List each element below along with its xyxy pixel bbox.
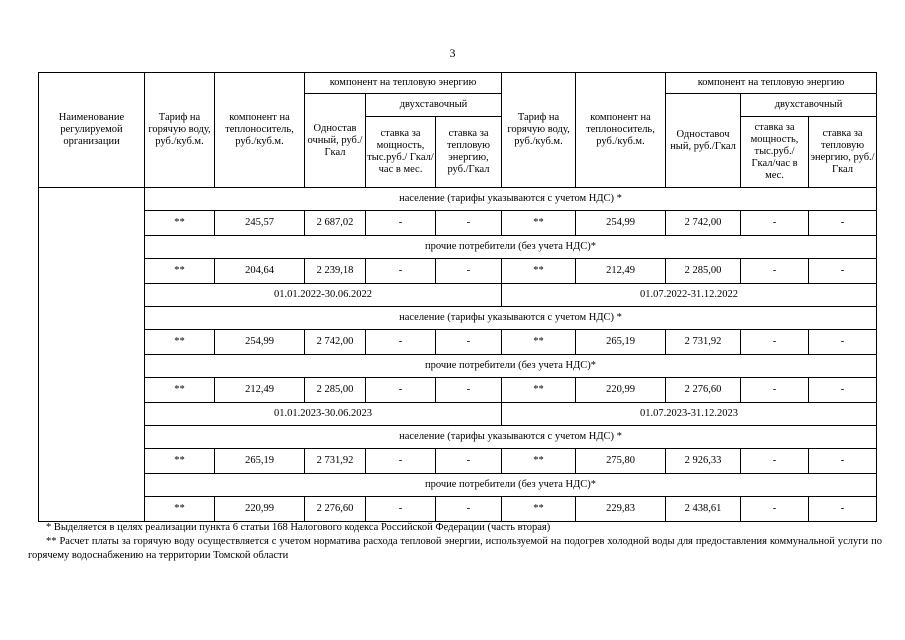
- value-cell: 265,19: [576, 330, 666, 355]
- value-cell: 2 285,00: [305, 378, 366, 403]
- value-cell: -: [436, 449, 502, 474]
- footnote-2: ** Расчет платы за горячую воду осуществляется с учетом норматива расхода тепловой энергии, используемой на подогрев холодной воды для предоставления коммунальной услуги по горячему водоснабжению на территории Томской области: [28, 536, 882, 561]
- period-label-left: 01.01.2023-30.06.2023: [145, 403, 502, 426]
- value-cell: **: [145, 330, 215, 355]
- value-cell: 265,19: [215, 449, 305, 474]
- value-cell: -: [809, 259, 877, 284]
- page-number: 3: [449, 46, 456, 60]
- table-row: [39, 426, 877, 449]
- value-cell: **: [145, 378, 215, 403]
- value-cell: 2 731,92: [305, 449, 366, 474]
- header-tariff-left: Тариф на горячую воду, руб./куб.м.: [145, 73, 215, 188]
- header-tariff-right: Тариф на горячую воду, руб./куб.м.: [502, 73, 576, 188]
- value-cell: -: [436, 211, 502, 236]
- header-single-right: Одноставоч ный, руб./Гкал: [666, 94, 741, 188]
- value-cell: 2 239,18: [305, 259, 366, 284]
- org-name-cell: [39, 188, 145, 522]
- value-cell: 212,49: [215, 378, 305, 403]
- table-row: [39, 188, 877, 211]
- value-cell: 2 687,02: [305, 211, 366, 236]
- header-single-left: Одностав очный, руб./Гкал: [305, 94, 366, 188]
- value-cell: -: [366, 378, 436, 403]
- value-cell: -: [366, 330, 436, 355]
- value-cell: 2 926,33: [666, 449, 741, 474]
- header-org: Наименование регулируемой организации: [39, 73, 145, 188]
- value-cell: 2 742,00: [305, 330, 366, 355]
- table-row: [39, 497, 877, 522]
- value-cell: -: [809, 330, 877, 355]
- header-energy-rate-left: ставка за тепловую энергию, руб./Гкал: [436, 117, 502, 188]
- value-cell: -: [436, 378, 502, 403]
- header-power-left: ставка за мощность, тыс.руб./ Гкал/час в мес.: [366, 117, 436, 188]
- value-cell: -: [741, 330, 809, 355]
- value-cell: **: [502, 449, 576, 474]
- consumer-group-label: прочие потребители (без учета НДС)*: [145, 474, 877, 497]
- value-cell: 245,57: [215, 211, 305, 236]
- header-energy-right: компонент на тепловую энергию: [666, 73, 877, 94]
- value-cell: 254,99: [215, 330, 305, 355]
- header-power-right: ставка за мощность, тыс.руб./ Гкал/час в мес.: [741, 117, 809, 188]
- table-row: [39, 449, 877, 474]
- tariff-table: [38, 72, 877, 522]
- value-cell: 2 285,00: [666, 259, 741, 284]
- period-label-right: 01.07.2022-31.12.2022: [502, 284, 877, 307]
- table-row: [39, 211, 877, 236]
- table-row: [39, 259, 877, 284]
- table-row: [39, 474, 877, 497]
- consumer-group-label: население (тарифы указываются с учетом НДС) *: [145, 426, 877, 449]
- value-cell: **: [145, 449, 215, 474]
- value-cell: -: [741, 211, 809, 236]
- table-row: [39, 330, 877, 355]
- value-cell: 2 742,00: [666, 211, 741, 236]
- header-carrier-right: компонент на теплоноситель, руб./куб.м.: [576, 73, 666, 188]
- value-cell: **: [502, 211, 576, 236]
- table-row: [39, 236, 877, 259]
- table-row: [39, 403, 877, 426]
- period-label-right: 01.07.2023-31.12.2023: [502, 403, 877, 426]
- value-cell: -: [436, 330, 502, 355]
- value-cell: **: [145, 497, 215, 522]
- value-cell: 212,49: [576, 259, 666, 284]
- value-cell: -: [741, 378, 809, 403]
- value-cell: 254,99: [576, 211, 666, 236]
- value-cell: -: [366, 259, 436, 284]
- value-cell: 229,83: [576, 497, 666, 522]
- value-cell: **: [502, 259, 576, 284]
- value-cell: -: [741, 497, 809, 522]
- value-cell: -: [366, 449, 436, 474]
- consumer-group-label: прочие потребители (без учета НДС)*: [145, 236, 877, 259]
- consumer-group-label: население (тарифы указываются с учетом НДС) *: [145, 188, 877, 211]
- header-energy-rate-right: ставка за тепловую энергию, руб./Гкал: [809, 117, 877, 188]
- value-cell: 2 276,60: [666, 378, 741, 403]
- value-cell: **: [145, 259, 215, 284]
- header-double-left: двухставочный: [366, 94, 502, 117]
- value-cell: 2 276,60: [305, 497, 366, 522]
- value-cell: 220,99: [215, 497, 305, 522]
- value-cell: -: [741, 259, 809, 284]
- value-cell: -: [809, 378, 877, 403]
- value-cell: -: [366, 211, 436, 236]
- header-energy-left: компонент на тепловую энергию: [305, 73, 502, 94]
- table-row: [39, 307, 877, 330]
- value-cell: -: [809, 497, 877, 522]
- value-cell: **: [145, 211, 215, 236]
- value-cell: 220,99: [576, 378, 666, 403]
- table-row: [39, 378, 877, 403]
- consumer-group-label: население (тарифы указываются с учетом НДС) *: [145, 307, 877, 330]
- value-cell: -: [366, 497, 436, 522]
- header-double-right: двухставочный: [741, 94, 877, 117]
- value-cell: -: [809, 449, 877, 474]
- value-cell: 2 731,92: [666, 330, 741, 355]
- footnote-1: * Выделяется в целях реализации пункта 6 статьи 168 Налогового кодекса Российской Федерации (часть вторая): [46, 522, 551, 533]
- table-row: [39, 355, 877, 378]
- value-cell: -: [741, 449, 809, 474]
- value-cell: -: [436, 497, 502, 522]
- value-cell: 275,80: [576, 449, 666, 474]
- value-cell: 204,64: [215, 259, 305, 284]
- value-cell: -: [436, 259, 502, 284]
- header-carrier-left: компонент на теплоноситель, руб./куб.м.: [215, 73, 305, 188]
- value-cell: -: [809, 211, 877, 236]
- period-label-left: 01.01.2022-30.06.2022: [145, 284, 502, 307]
- value-cell: **: [502, 497, 576, 522]
- table-row: [39, 284, 877, 307]
- value-cell: **: [502, 378, 576, 403]
- value-cell: 2 438,61: [666, 497, 741, 522]
- consumer-group-label: прочие потребители (без учета НДС)*: [145, 355, 877, 378]
- value-cell: **: [502, 330, 576, 355]
- footnotes: [28, 521, 882, 563]
